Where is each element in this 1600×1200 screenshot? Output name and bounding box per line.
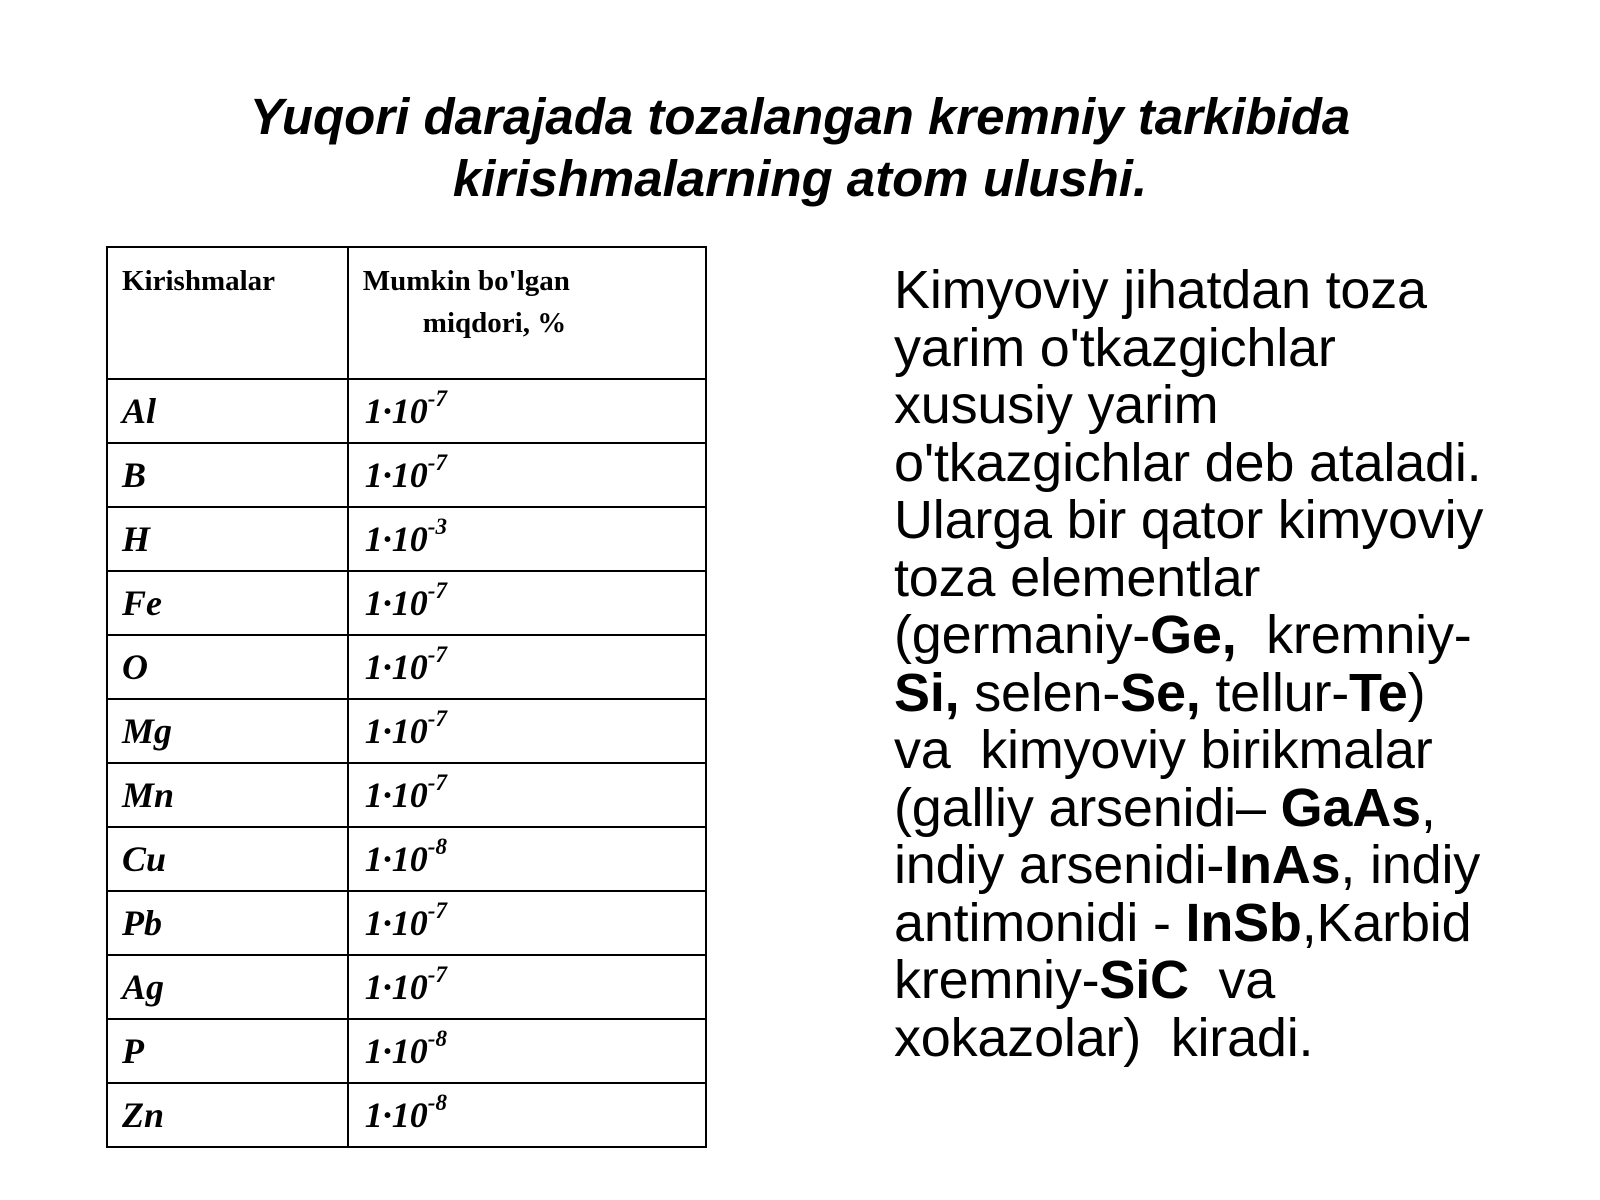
text-run: (galliy arsenidi– — [894, 777, 1281, 838]
description-line — [894, 662, 1584, 723]
amount-mantissa: 1·10 — [364, 519, 428, 559]
formula-te: Te — [1349, 662, 1408, 723]
impurity-element: Mn — [107, 763, 348, 827]
table-row — [107, 891, 706, 955]
description-text — [894, 262, 1584, 1067]
impurity-element: Ag — [107, 955, 348, 1019]
text-run: va — [1188, 950, 1276, 1010]
description-line: Ularga bir qator kimyoviy — [894, 490, 1484, 550]
amount-mantissa: 1·10 — [364, 647, 428, 687]
amount-mantissa: 1·10 — [364, 775, 428, 815]
impurity-element: Zn — [107, 1083, 348, 1147]
description-line: o'tkazgichlar deb ataladi. — [894, 432, 1482, 493]
table-row — [107, 955, 706, 1019]
impurity-element: Fe — [107, 571, 348, 635]
amount-mantissa: 1·10 — [364, 967, 428, 1007]
amount-exponent: -8 — [427, 1026, 447, 1051]
impurity-amount — [348, 1019, 706, 1083]
description-line: Kimyoviy jihatdan toza — [894, 260, 1427, 320]
description-line: toza elementlar — [894, 547, 1261, 608]
formula-se: Se, — [1120, 662, 1201, 723]
amount-mantissa: 1·10 — [364, 391, 428, 431]
amount-mantissa: 1·10 — [364, 583, 428, 623]
text-run: selen- — [959, 662, 1121, 723]
impurity-table — [106, 246, 707, 1148]
impurity-amount — [348, 443, 706, 507]
text-run: ,Karbid — [1301, 892, 1472, 953]
amount-mantissa: 1·10 — [364, 455, 428, 495]
header-allowed-amount — [348, 247, 706, 379]
description-line — [894, 892, 1584, 953]
impurity-element: B — [107, 443, 348, 507]
formula-si: Si, — [894, 662, 960, 723]
amount-exponent: -7 — [427, 770, 447, 795]
description-line: xokazolar) kiradi. — [894, 1007, 1314, 1068]
amount-exponent: -8 — [427, 834, 447, 859]
description-line: va kimyoviy birikmalar — [894, 720, 1433, 780]
description-line — [894, 837, 1584, 895]
amount-exponent: -7 — [427, 450, 447, 475]
impurity-amount — [348, 763, 706, 827]
text-run: kremniy- — [1236, 605, 1472, 665]
table-row — [107, 699, 706, 763]
table-row — [107, 571, 706, 635]
impurity-element: Cu — [107, 827, 348, 891]
text-run: (germaniy- — [894, 605, 1151, 665]
text-run: antimonidi - — [894, 892, 1186, 953]
impurity-amount — [348, 635, 706, 699]
text-run: ) — [1407, 662, 1426, 723]
formula-sic: SiC — [1099, 950, 1189, 1010]
slide-title-line-1: Yuqori darajada tozalangan kremniy tarkibida — [249, 88, 1351, 145]
impurity-element: Pb — [107, 891, 348, 955]
description-line — [894, 952, 1584, 1010]
description-line — [894, 607, 1584, 665]
impurity-element: O — [107, 635, 348, 699]
amount-exponent: -8 — [427, 1090, 447, 1115]
formula-ge: Ge, — [1150, 605, 1237, 665]
amount-exponent: -7 — [427, 898, 447, 923]
text-run: indiy arsenidi- — [894, 835, 1225, 895]
impurity-element: P — [107, 1019, 348, 1083]
impurity-element: Mg — [107, 699, 348, 763]
amount-exponent: -7 — [427, 706, 447, 731]
impurity-element: Al — [107, 379, 348, 443]
slide-title — [100, 86, 1500, 210]
text-run: , — [1420, 777, 1436, 838]
table-row — [107, 379, 706, 443]
text-run: , indiy — [1340, 835, 1481, 895]
impurity-amount — [348, 507, 706, 571]
impurity-amount — [348, 571, 706, 635]
table-row — [107, 635, 706, 699]
table-header-row — [107, 247, 706, 379]
amount-exponent: -7 — [427, 642, 447, 667]
formula-insb: InSb — [1185, 892, 1302, 953]
table-row — [107, 827, 706, 891]
text-run: kremniy- — [894, 950, 1100, 1010]
impurity-amount — [348, 891, 706, 955]
header-allowed-amount-line-2: miqdori, % — [422, 307, 567, 339]
impurity-amount — [348, 379, 706, 443]
amount-mantissa: 1·10 — [364, 839, 428, 879]
amount-exponent: -7 — [427, 578, 447, 603]
description-line — [894, 777, 1584, 838]
table-row — [107, 507, 706, 571]
table-row — [107, 1019, 706, 1083]
amount-mantissa: 1·10 — [364, 903, 428, 943]
description-line: yarim o'tkazgichlar — [894, 317, 1336, 378]
amount-exponent: -7 — [427, 962, 447, 987]
impurity-amount — [348, 699, 706, 763]
slide-title-line-2: kirishmalarning atom ulushi. — [452, 150, 1148, 207]
impurity-amount — [348, 827, 706, 891]
impurity-element: H — [107, 507, 348, 571]
formula-inas: InAs — [1224, 835, 1341, 895]
header-impurities: Kirishmalar — [107, 247, 348, 379]
description-line: xususiy yarim — [894, 375, 1219, 435]
table-row — [107, 443, 706, 507]
amount-mantissa: 1·10 — [364, 1031, 428, 1071]
amount-exponent: -3 — [427, 514, 447, 539]
formula-gaas: GaAs — [1280, 777, 1421, 838]
amount-mantissa: 1·10 — [364, 1095, 428, 1135]
text-run: tellur- — [1200, 662, 1350, 723]
table-row — [107, 1083, 706, 1147]
amount-exponent: -7 — [427, 386, 447, 411]
impurity-amount — [348, 1083, 706, 1147]
amount-mantissa: 1·10 — [364, 711, 428, 751]
header-allowed-amount-line-1: Mumkin bo'lgan — [362, 265, 570, 297]
table-row — [107, 763, 706, 827]
impurity-amount — [348, 955, 706, 1019]
